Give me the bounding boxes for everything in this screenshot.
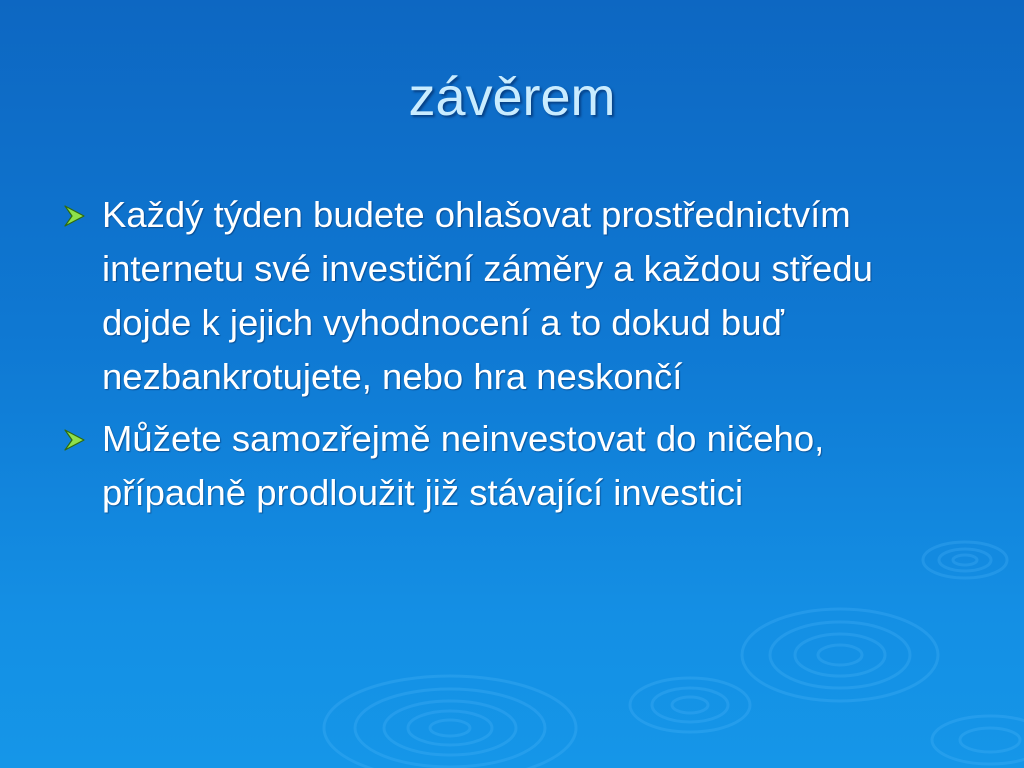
arrow-bullet-icon [62, 428, 88, 452]
bullet-text: Můžete samozřejmě neinvestovat do ničeho, případně prodloužit již stávající investici [102, 418, 825, 513]
bullet-list [62, 188, 932, 528]
bullet-item [62, 188, 932, 404]
slide-title: závěrem [408, 67, 616, 127]
bullet-text: Každý týden budete ohlašovat prostřednictvím internetu své investiční záměry a každou středu dojde k jejich vyhodnocení a to dokud buď nezbankrotujete, nebo hra neskončí [102, 194, 873, 397]
bullet-item [62, 412, 932, 520]
arrow-bullet-icon [62, 204, 88, 228]
